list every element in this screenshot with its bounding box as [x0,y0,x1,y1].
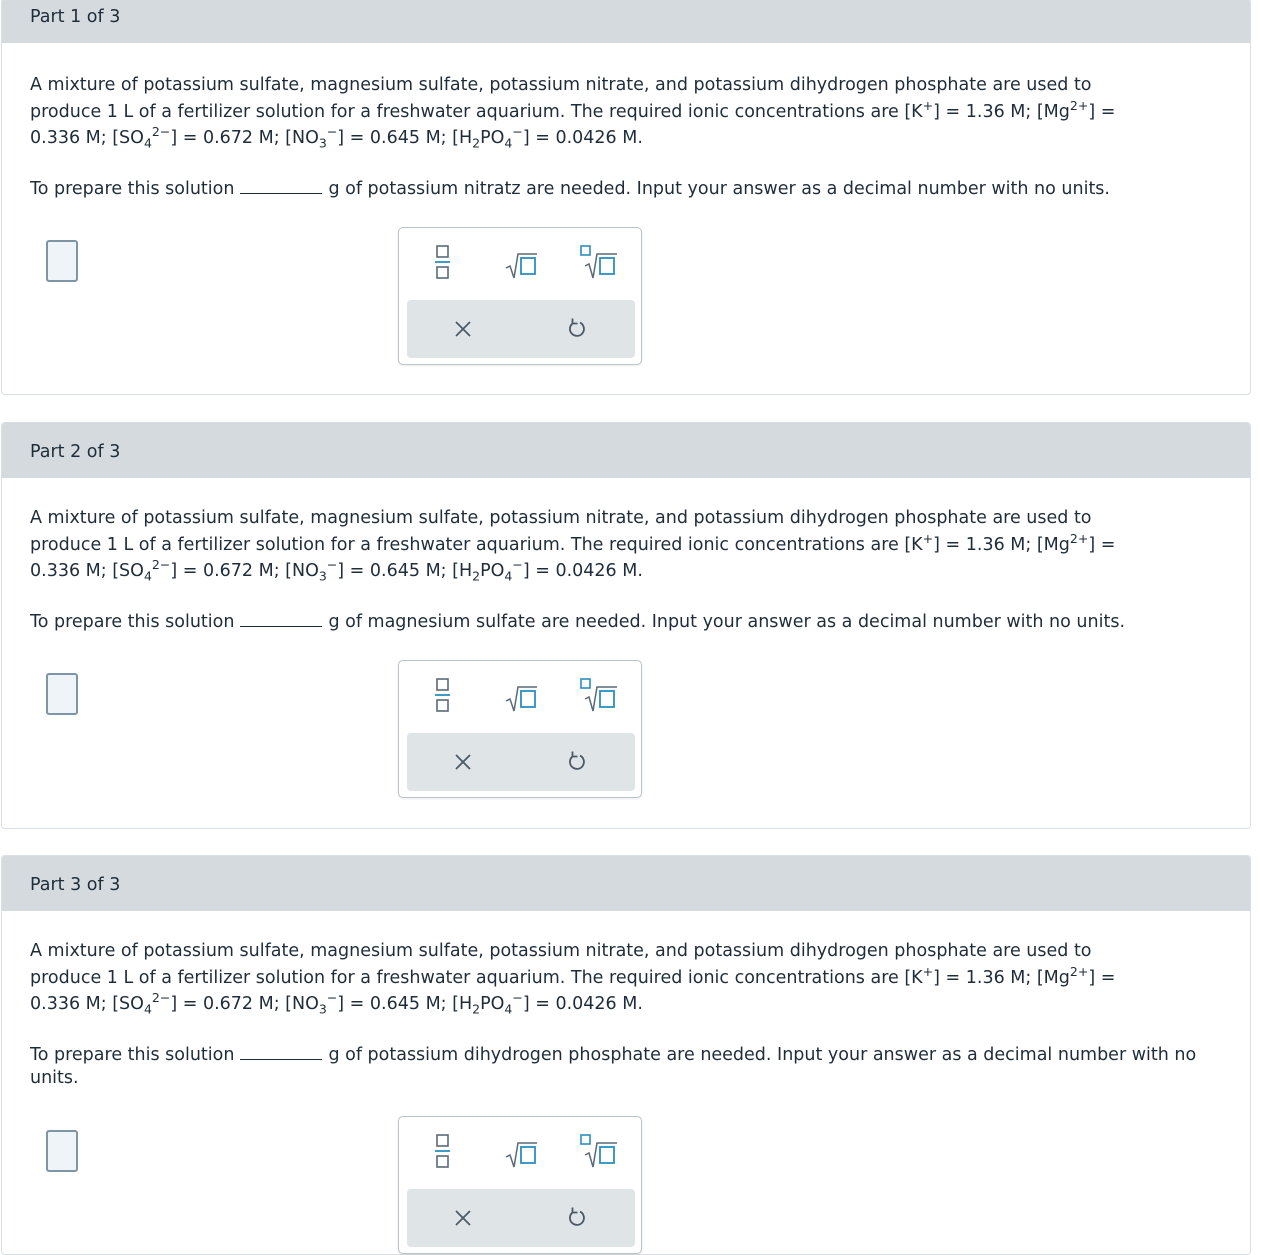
problem-line-1: A mixture of potassium sulfate, magnesium sulfate, potassium nitrate, and potassium dihydrogen phosphate are used to [30,941,1092,961]
part-1-problem-text [30,72,1220,152]
part-2-header [2,423,1250,478]
part-2-question: To prepare this solution g of magnesium sulfate are needed. Input your answer as a decimal number with no units. [30,612,1126,632]
undo-icon[interactable] [563,315,591,343]
sqrt-icon[interactable] [503,1131,539,1175]
problem-line-3: 0.336 M; $[SO_4^{2-}] = 0.672$ M; $[NO_3^-] = 0.645$ M; $[H_2PO_4^-] = 0.0426$ M. [30,990,643,1017]
part-3-header [2,856,1250,911]
problem-line-3: 0.336 M; $[SO_4^{2-}] = 0.672$ M; $[NO_3^-] = 0.645$ M; $[H_2PO_4^-] = 0.0426$ M. [30,557,643,584]
part-3-title: Part 3 of 3 [30,875,121,895]
palette-actions [407,733,635,791]
nth-root-icon[interactable] [579,675,619,719]
fraction-icon[interactable] [429,1131,457,1175]
problem-line-2: produce 1 L of a fertilizer solution for a freshwater aquarium. The required ionic concentrations are [K+] = 1.36 M; $[Mg^{2+}]$ = [30,97,1116,122]
part-2-answer-input[interactable] [46,673,78,715]
part-1-header [2,0,1250,43]
answer-blank [240,1045,322,1060]
part-2-panel [1,422,1251,829]
problem-line-2: produce 1 L of a fertilizer solution for a freshwater aquarium. The required ionic concentrations are [K+] = 1.36 M; $[Mg^{2+}]$ = [30,963,1116,988]
answer-blank [240,179,322,194]
clear-icon[interactable] [449,315,477,343]
part-3-question: To prepare this solution g of potassium dihydrogen phosphate are needed. Input your answer as a decimal number with no units. [30,1045,1197,1088]
undo-icon[interactable] [563,1204,591,1232]
fraction-icon[interactable] [429,242,457,286]
fraction-icon[interactable] [429,675,457,719]
sqrt-icon[interactable] [503,242,539,286]
part-3-math-palette [398,1116,642,1254]
nth-root-icon[interactable] [579,242,619,286]
part-1-math-palette [398,227,642,365]
undo-icon[interactable] [563,748,591,776]
part-1-title: Part 1 of 3 [30,7,121,27]
part-1-answer-input[interactable] [46,240,78,282]
part-2-math-palette [398,660,642,798]
problem-line-1: A mixture of potassium sulfate, magnesium sulfate, potassium nitrate, and potassium dihydrogen phosphate are used to [30,508,1092,528]
part-3-panel [1,855,1251,1255]
palette-actions [407,300,635,358]
nth-root-icon[interactable] [579,1131,619,1175]
part-3-problem-text [30,938,1220,1018]
part-3-answer-input[interactable] [46,1130,78,1172]
answer-blank [240,612,322,627]
clear-icon[interactable] [449,1204,477,1232]
sqrt-icon[interactable] [503,675,539,719]
clear-icon[interactable] [449,748,477,776]
part-2-problem-text [30,505,1220,585]
part-1-panel [1,0,1251,395]
problem-line-2: produce 1 L of a fertilizer solution for a freshwater aquarium. The required ionic concentrations are [K+] = 1.36 M; $[Mg^{2+}]$ = [30,530,1116,555]
part-1-question: To prepare this solution g of potassium nitratz are needed. Input your answer as a decimal number with no units. [30,179,1110,199]
part-2-title: Part 2 of 3 [30,442,121,462]
palette-actions [407,1189,635,1247]
problem-line-3: 0.336 M; $[SO_4^{2-}] = 0.672$ M; $[NO_3^-] = 0.645$ M; $[H_2PO_4^-] = 0.0426$ M. [30,124,643,151]
problem-line-1: A mixture of potassium sulfate, magnesium sulfate, potassium nitrate, and potassium dihydrogen phosphate are used to [30,75,1092,95]
